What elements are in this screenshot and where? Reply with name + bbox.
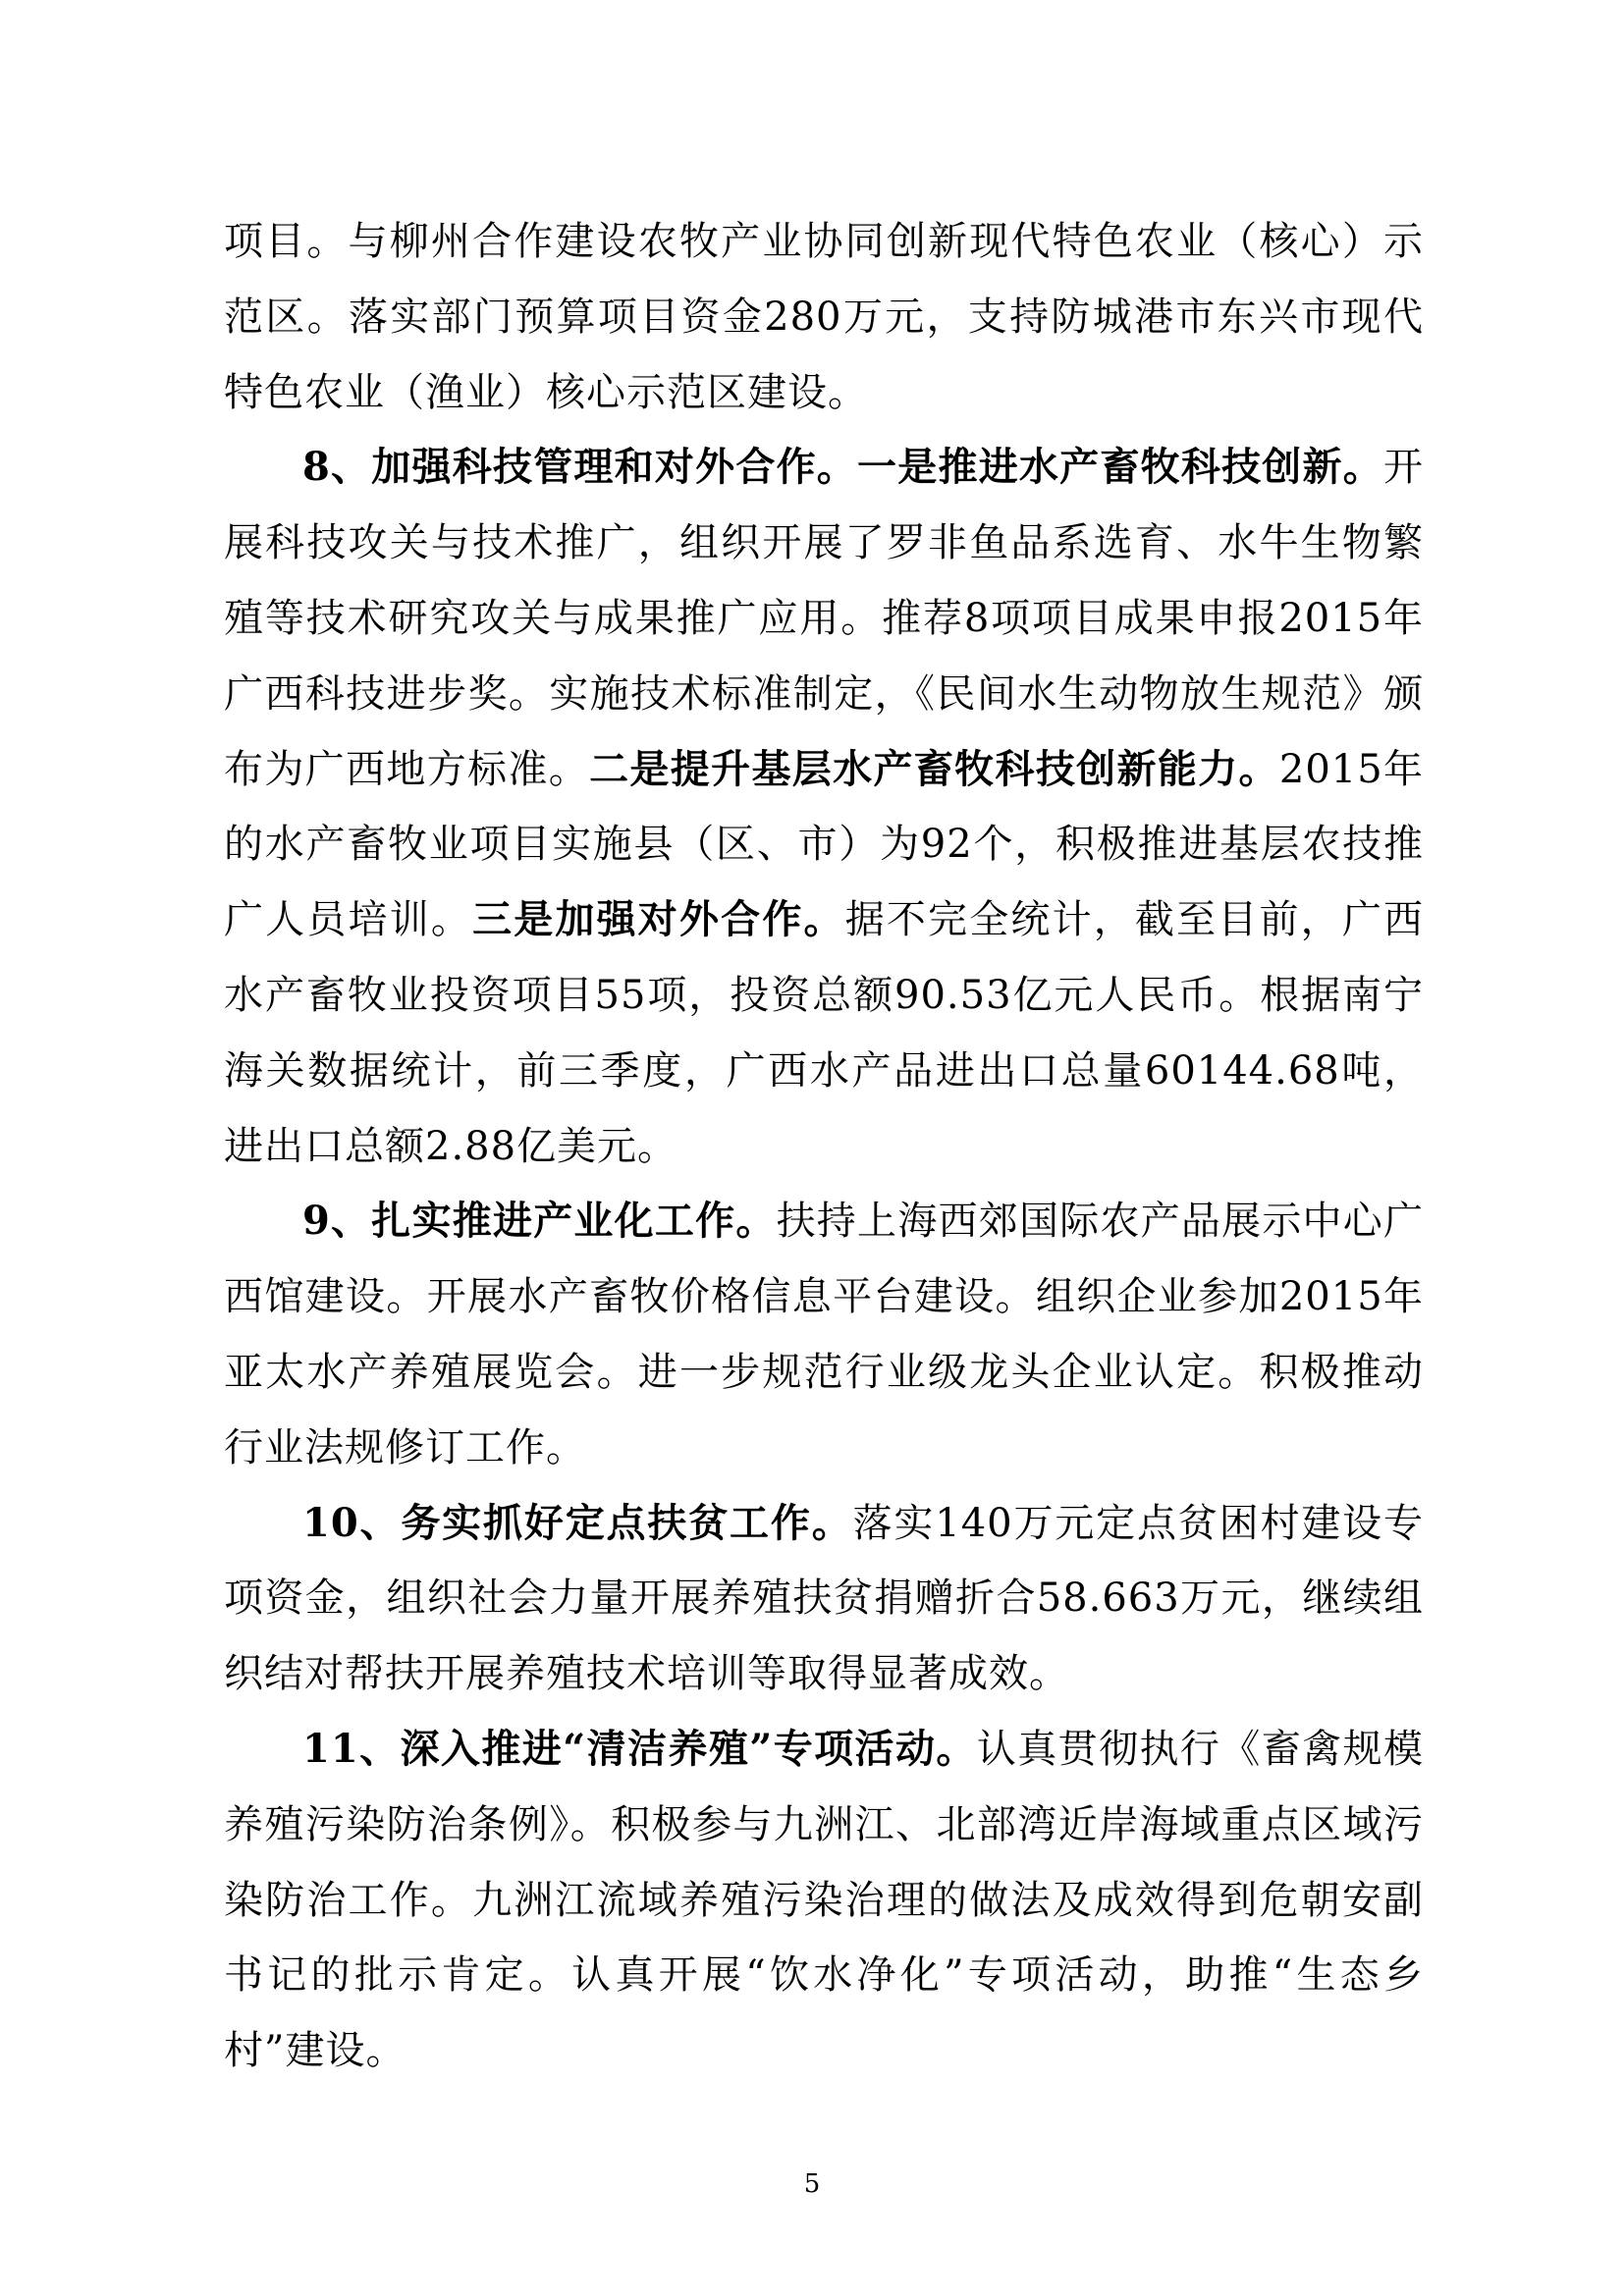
paragraph-tech-cooperation bbox=[224, 430, 1424, 1184]
paragraph-text: 据不完全统计，截至目前，广西水产畜牧业投资项目55项，投资总额90.53亿元人民币。根据南宁海关数据统计，前三季度，广西水产品进出口总量60144.68吨，进出口总额2.88亿美元。 bbox=[224, 897, 1425, 1169]
paragraph-demonstration-zone bbox=[224, 204, 1424, 430]
paragraph-clean-farming bbox=[224, 1712, 1424, 2089]
subheading-grassroots-innovation: 二是提升基层水产畜牧科技创新能力。 bbox=[589, 745, 1279, 792]
document-body bbox=[224, 204, 1424, 2089]
paragraph-text: 开展科技攻关与技术推广，组织开展了罗非鱼品系选育、水牛生物繁殖等技术研究攻关与成果推广应用。推荐8项项目成果申报2015年广西科技进步奖。实施技术标准制定，《民间水生动物放生规范》颁布为广西地方标准。 bbox=[224, 445, 1424, 792]
paragraph-poverty-alleviation bbox=[224, 1486, 1424, 1712]
section-heading-10: 10、务实抓好定点扶贫工作。 bbox=[302, 1499, 853, 1546]
section-heading-11: 11、深入推进“清洁养殖”专项活动。 bbox=[302, 1725, 977, 1772]
paragraph-text: 2015年的水产畜牧业项目实施县（区、市）为92个，积极推进基层农技推广人员培训。 bbox=[224, 746, 1425, 943]
paragraph-industrialization bbox=[224, 1184, 1424, 1485]
section-heading-9: 9、扎实推进产业化工作。 bbox=[302, 1198, 777, 1245]
section-heading-8: 8、加强科技管理和对外合作。一是推进水产畜牧科技创新。 bbox=[302, 444, 1383, 491]
page-number: 5 bbox=[803, 2169, 821, 2199]
paragraph-text: 项目。与柳州合作建设农牧产业协同创新现代特色农业（核心）示范区。落实部门预算项目资金280万元，支持防城港市东兴市现代特色农业（渔业）核心示范区建设。 bbox=[224, 219, 1424, 415]
subheading-external-cooperation: 三是加强对外合作。 bbox=[472, 896, 845, 943]
paragraph-text: 认真贯彻执行《畜禽规模养殖污染防治条例》。积极参与九洲江、北部湾近岸海域重点区域污染防治工作。九洲江流域养殖污染治理的做法及成效得到危朝安副书记的批示肯定。认真开展“饮水净化”专项活动，助推“生态乡村”建设。 bbox=[224, 1726, 1425, 2074]
paragraph-text: 扶持上海西郊国际农产品展示中心广西馆建设。开展水产畜牧价格信息平台建设。组织企业参加2015年亚太水产养殖展览会。进一步规范行业级龙头企业认定。积极推动行业法规修订工作。 bbox=[224, 1199, 1424, 1470]
paragraph-text: 落实140万元定点贫困村建设专项资金，组织社会力量开展养殖扶贫捐赠折合58.663万元，继续组织结对帮扶开展养殖技术培训等取得显著成效。 bbox=[224, 1500, 1424, 1697]
